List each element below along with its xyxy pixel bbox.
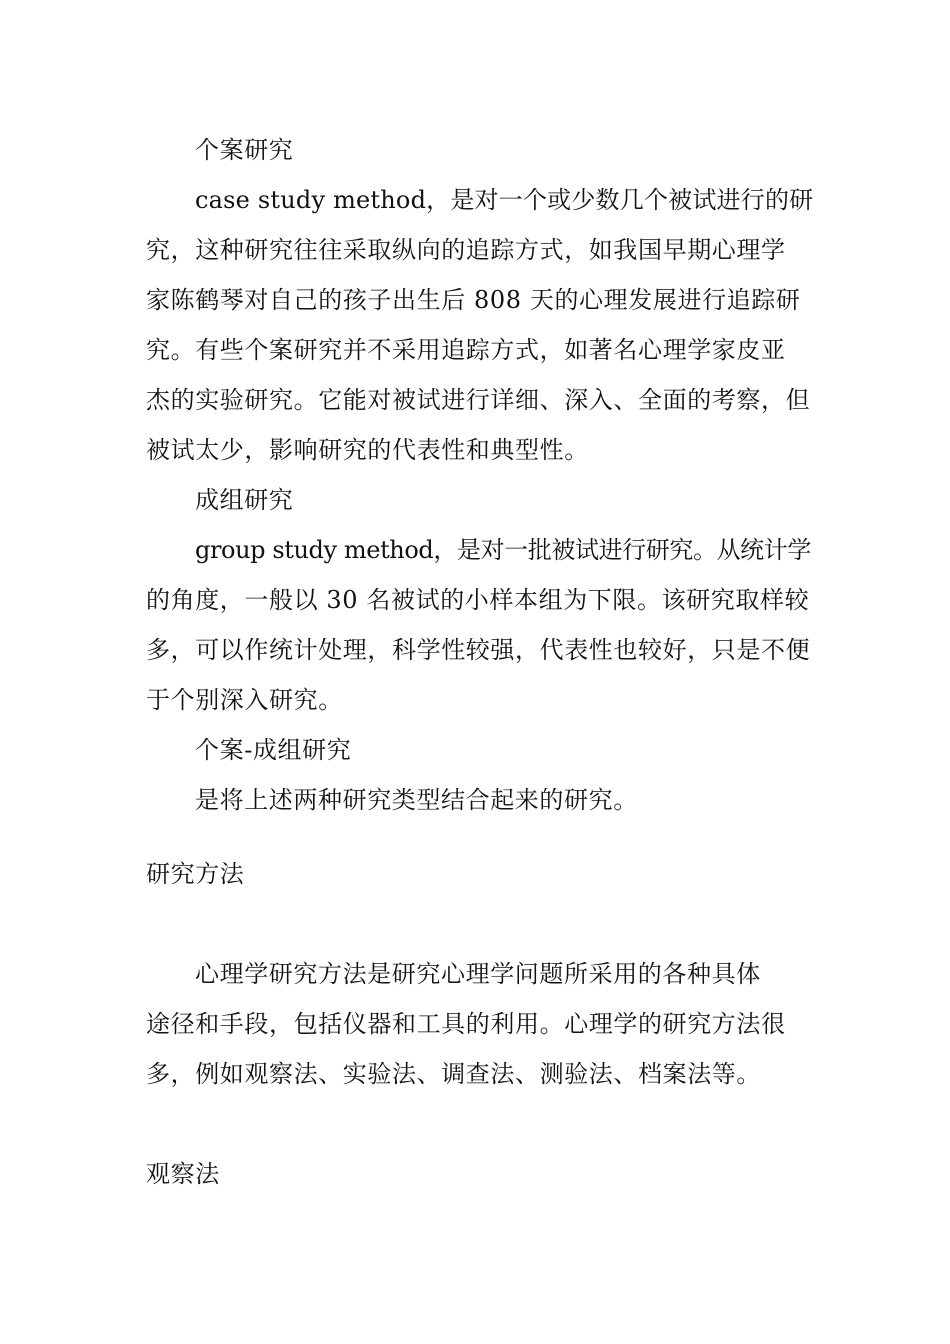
group-study-line-3: 多，可以作统计处理，科学性较强，代表性也较好，只是不便	[146, 636, 811, 664]
case-study-line-1: case study method，是对一个或少数几个被试进行的研	[195, 186, 814, 214]
case-study-line-4: 究。有些个案研究并不采用追踪方式，如著名心理学家皮亚	[146, 336, 786, 364]
group-study-line-1: group study method，是对一批被试进行研究。从统计学	[195, 536, 811, 564]
research-methods-heading: 研究方法	[146, 860, 245, 888]
research-methods-line-3: 多，例如观察法、实验法、调查法、测验法、档案法等。	[146, 1060, 761, 1088]
case-group-study-heading: 个案-成组研究	[195, 736, 352, 764]
group-study-line-2: 的角度，一般以 30 名被试的小样本组为下限。该研究取样较	[146, 586, 810, 614]
case-study-line-6: 被试太少，影响研究的代表性和典型性。	[146, 436, 589, 464]
case-study-line-2: 究，这种研究往往采取纵向的追踪方式，如我国早期心理学	[146, 236, 786, 264]
case-study-line-3: 家陈鹤琴对自己的孩子出生后 808 天的心理发展进行追踪研	[146, 286, 801, 314]
group-study-line-4: 于个别深入研究。	[146, 686, 343, 714]
research-methods-line-2: 途径和手段，包括仪器和工具的利用。心理学的研究方法很	[146, 1010, 786, 1038]
case-study-line-5: 杰的实验研究。它能对被试进行详细、深入、全面的考察，但	[146, 386, 811, 414]
case-group-study-line-1: 是将上述两种研究类型结合起来的研究。	[195, 786, 638, 814]
group-study-heading: 成组研究	[195, 486, 294, 514]
observation-heading: 观察法	[146, 1160, 220, 1188]
research-methods-line-1: 心理学研究方法是研究心理学问题所采用的各种具体	[195, 960, 761, 988]
case-study-heading: 个案研究	[195, 136, 294, 164]
